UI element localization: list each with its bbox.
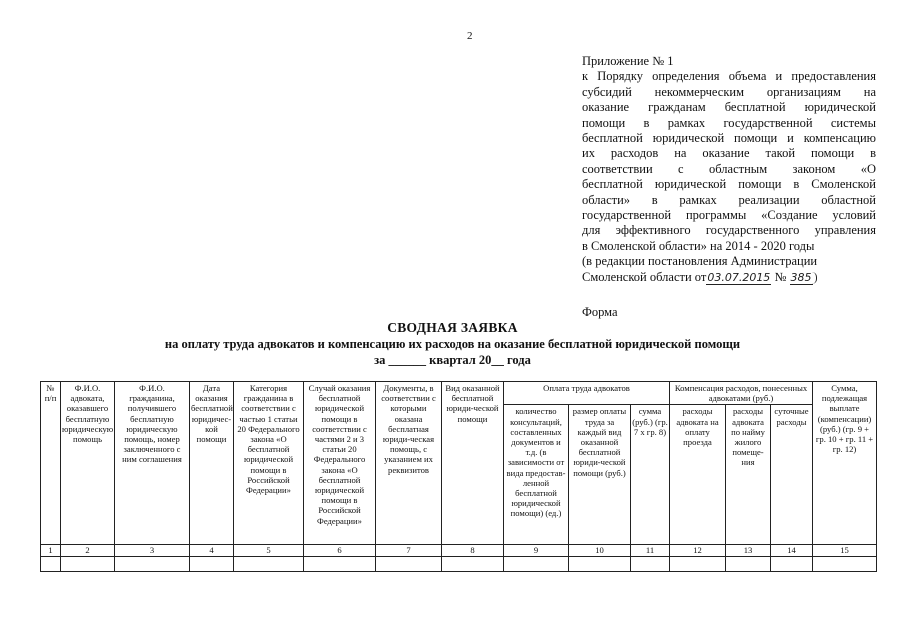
appendix-line: помощи в рамках государственной системы [582, 115, 876, 130]
form-label: Форма [582, 305, 618, 319]
column-number-cell: 13 [726, 545, 771, 556]
column-number-cell: 3 [115, 545, 190, 556]
column-number-cell: 2 [61, 545, 115, 556]
document-title: СВОДНАЯ ЗАЯВКА [387, 320, 518, 335]
column-number-cell: 6 [304, 545, 376, 556]
column-number-cell: 10 [569, 545, 631, 556]
column-number-cell: 11 [631, 545, 670, 556]
column-number-cell: 12 [670, 545, 726, 556]
document-subtitle: на оплату труда адвокатов и компенсацию их расходов на оказание бесплатной юридической помощи [164, 337, 741, 351]
header-cell: суточные расходы [771, 405, 813, 545]
column-number-cell: 4 [190, 545, 234, 556]
appendix-line: оказание гражданам бесплатной юридической [582, 100, 876, 115]
column-number-cell: 7 [376, 545, 442, 556]
header-cell: Случай оказания бесплатной юридической помощи в соответствии с частями 2 и 3 статьи 20 Федерального закона «О бесплатной юридической помощи в Российской Федерации» [304, 382, 376, 545]
summary-table [40, 381, 877, 572]
appendix-last-line-prefix: Смоленской области от [582, 269, 707, 284]
header-cell: размер оплаты труда за каждый вид оказанной бесплатной юриди-ческой помощи (руб.) [569, 405, 631, 545]
number-sign: № [774, 269, 787, 284]
document-period: за ______ квартал 20__ года [374, 353, 531, 367]
header-cell: Ф.И.О. гражданина, получившего бесплатную юридическую помощь, номер заключенного с ним соглашения [115, 382, 190, 545]
column-number-cell: 9 [504, 545, 569, 556]
column-number-cell: 1 [41, 545, 61, 556]
column-number-cell: 15 [813, 545, 877, 556]
header-cell: № п/п [41, 382, 61, 545]
header-cell: расходы адвоката по найму жилого помеще-ния [726, 405, 771, 545]
appendix-line: области» в рамках реализации областной [582, 192, 876, 207]
header-cell: Документы, в соответствии с которыми оказана бесплатная юриди-ческая помощь, с указанием их реквизитов [376, 382, 442, 545]
appendix-line: (в редакции постановления Администрации [582, 254, 818, 269]
header-cell: Ф.И.О. адвоката, оказавшего бесплатную юридическую помощь [61, 382, 115, 545]
header-cell: Дата оказания бесплатной юридичес-кой помощи [190, 382, 234, 545]
header-cell: расходы адвоката на оплату проезда [670, 405, 726, 545]
handwritten-date: 03.07.2015 [707, 270, 771, 284]
page-number: 2 [467, 30, 473, 42]
appendix-line: бесплатной юридической помощи и компенсацию [582, 131, 876, 146]
header-cell: сумма (руб.) (гр. 7 х гр. 8) [631, 405, 670, 545]
header-cell: Сумма, подлежащая выплате (компенсации) (руб.) (гр. 9 + гр. 10 + гр. 11 + гр. 12) [813, 382, 877, 545]
appendix-line: государственной программы «Создание условий [582, 208, 876, 223]
appendix-last-line [582, 270, 876, 285]
appendix-line: соответствии с областным законом «О [582, 161, 876, 176]
appendix-line: в Смоленской области» на 2014 - 2020 годы [582, 238, 815, 253]
handwritten-number: 385 [790, 270, 812, 284]
header-cell: Вид оказанной бесплатной юриди-ческой помощи [442, 382, 504, 545]
header-group-cell: Компенсация расходов, понесенных адвокатами (руб.) [670, 382, 813, 405]
appendix-line: для эффективного государственного управления [582, 223, 876, 238]
table-row [41, 556, 877, 571]
appendix-block [582, 54, 876, 285]
column-number-cell: 8 [442, 545, 504, 556]
column-number-cell: 5 [234, 545, 304, 556]
appendix-line: субсидий некоммерческим организациям на [582, 84, 876, 99]
appendix-line: бесплатной юридической помощи в Смоленской [582, 177, 876, 192]
header-cell: Категория гражданина в соответствии с частью 1 статьи 20 Федерального закона «О бесплатной юридической помощи в Российской Федерации» [234, 382, 304, 545]
appendix-line: их расходов на оказание такой помощи в [582, 146, 876, 161]
header-group-cell: Оплата труда адвокатов [504, 382, 670, 405]
header-cell: количество консультаций, составленных документов и т.д. (в зависимости от вида предостав-ленной бесплатной юридической помощи) (ед.) [504, 405, 569, 545]
appendix-title: Приложение № 1 [582, 54, 674, 68]
appendix-line: к Порядку определения объема и предоставления [582, 69, 876, 84]
column-number-cell: 14 [771, 545, 813, 556]
